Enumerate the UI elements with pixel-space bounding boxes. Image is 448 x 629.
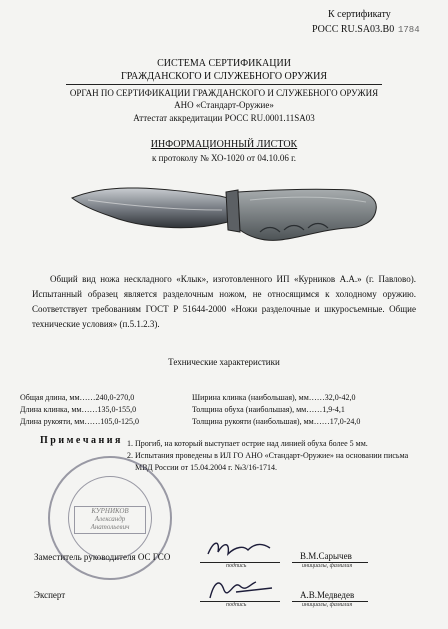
note-1: 1. Прогиб, на который выступает острие над линией обуха более 5 мм. (127, 439, 368, 448)
info-title: ИНФОРМАЦИОННЫЙ ЛИСТОК (150, 139, 298, 150)
knife-description: Общий вид ножа нескладного «Клык», изготовленного ИП «Курников А.А.» (г. Павлово). Испытанный образец является разделочным ножом, не относящимся к холодному оружию. Соответствует требованиям ГОСТ Р 51644-2000 «Ножи разделочные и шкуросъемные. Общие технические условия» (п.5.1.2.3). (32, 274, 416, 329)
expert-signature (206, 576, 278, 604)
spec-handle-length: Длина рукояти, мм……105,0-125,0 (20, 417, 140, 426)
notes-label: П р и м е ч а н и я (40, 435, 121, 446)
deputy-name: В.М.Сарычев (300, 551, 352, 561)
note-2-line2: МВД России от 15.04.2004 г. №3/16-1714. (135, 463, 278, 472)
organ-line1: ОРГАН ПО СЕРТИФИКАЦИИ ГРАЖДАНСКОГО И СЛУЖЕБНОГО ОРУЖИЯ (69, 88, 379, 98)
specs-right-column (192, 392, 360, 428)
spec-spine-thickness: Толщина обуха (наибольшая), мм……1,9-4,1 (192, 405, 345, 414)
organ-line2: АНО «Стандарт-Оружие» (174, 100, 274, 110)
deputy-name-caption: инициалы, фамилия (302, 563, 353, 569)
expert-name: А.В.Медведев (300, 590, 355, 600)
expert-label: Эксперт (34, 590, 66, 600)
deputy-signature (204, 536, 274, 562)
seal-name-box: КУРНИКОВ Александр Анатольевич (74, 506, 146, 534)
specs-left-column (20, 392, 139, 428)
spec-blade-width: Ширина клинка (наибольшая), мм……32,0-42,0 (192, 393, 356, 402)
certificate-ref-number: РОСС RU.SA03.B0 (312, 24, 395, 35)
system-title-line2: ГРАЖДАНСКОГО И СЛУЖЕБНОГО ОРУЖИЯ (120, 71, 328, 82)
expert-signature-caption: подпись (226, 602, 247, 608)
organ-accreditation: Аттестат аккредитации РОСС RU.0001.11SA03 (133, 113, 315, 123)
knife-image (70, 170, 380, 260)
certificate-ref-stamp: 1784 (398, 25, 420, 35)
spec-total-length: Общая длина, мм……240,0-270,0 (20, 393, 135, 402)
spec-handle-thickness: Толщина рукояти (наибольшая), мм……17,0-24,0 (192, 417, 361, 426)
spec-blade-length: Длина клинка, мм……135,0-155,0 (20, 405, 137, 414)
specs-title: Технические характеристики (168, 357, 280, 367)
deputy-signature-caption: подпись (226, 563, 247, 569)
title-divider (66, 84, 382, 85)
note-2-line1: 2. Испытания проведены в ИЛ ГО АНО «Стандарт-Оружие» на основании письма (127, 451, 409, 460)
certificate-ref-label: К сертификату (328, 9, 391, 20)
info-protocol: к протоколу № ХО-1020 от 04.10.06 г. (151, 153, 297, 163)
deputy-label: Заместитель руководителя ОС ГСО (34, 552, 171, 562)
expert-name-caption: инициалы, фамилия (302, 602, 353, 608)
system-title-line1: СИСТЕМА СЕРТИФИКАЦИИ (157, 58, 291, 69)
